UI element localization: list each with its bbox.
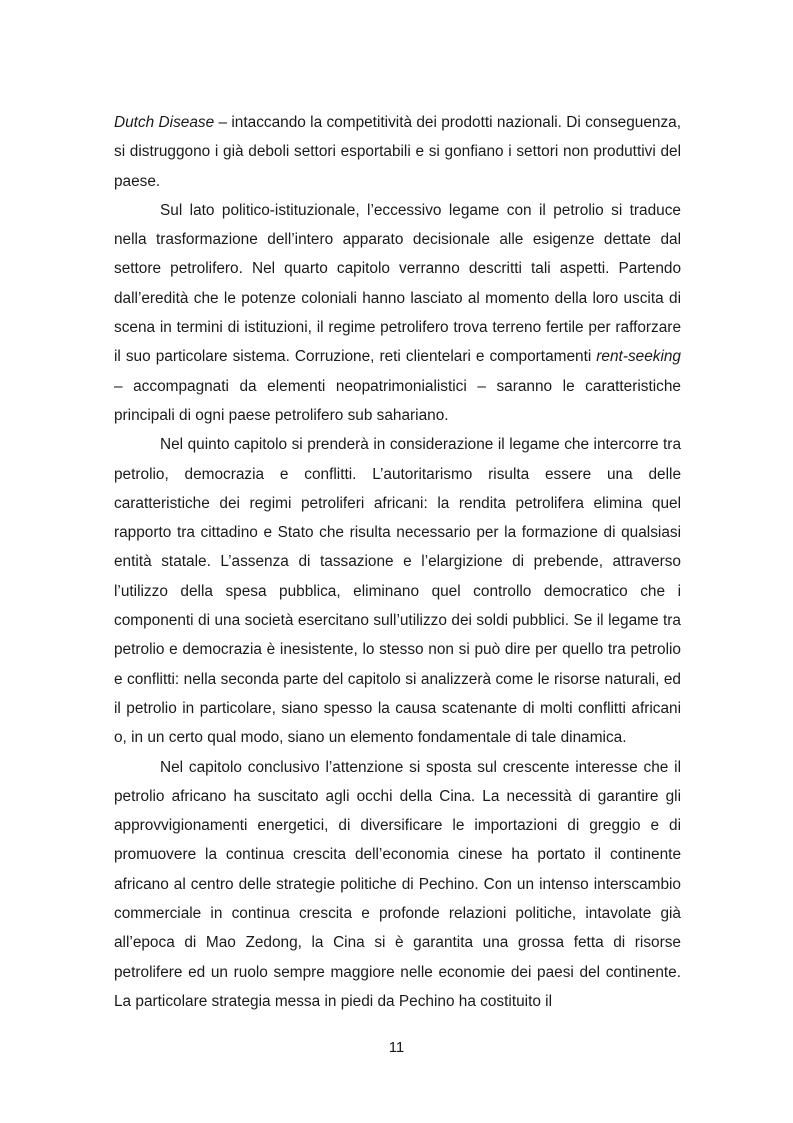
text-run: Nel quinto capitolo si prenderà in considerazione il legame che intercorre tra petrolio, democrazia e conflitti. L’autoritarismo risulta essere una delle caratteristiche dei regimi petroliferi africani: la rendita petrolifera elimina quel rapporto tra cittadino e Stato che risulta necessario per la formazione di qualsiasi entità statale. L’assenza di tassazione e l’elargizione di prebende, attraverso l’utilizzo della spesa pubblica, eliminano quel controllo democratico che i componenti di una società esercitano sull’utilizzo dei soldi pubblici. Se il legame tra petrolio e democrazia è inesistente, lo stesso non si può dire per quello tra petrolio e conflitti: nella seconda parte del capitolo si analizzerà come le risorse naturali, ed il petrolio in particolare, siano spesso la causa scatenante di molti conflitti africani o, in un certo qual modo, siano un elemento fondamentale di tale dinamica. — [114, 436, 681, 747]
text-run: Sul lato politico-istituzionale, l’eccessivo legame con il petrolio si traduce nella trasformazione dell’intero apparato decisionale alle esigenze dettate dal settore petrolifero. Nel quarto capitolo verranno descritti tali aspetti. Partendo dall’eredità che le potenze coloniali hanno lasciato al momento della loro uscita di scena in termini di istituzioni, il regime petrolifero trova terreno fertile per rafforzare il suo particolare sistema. Corruzione, reti clientelari e comportamenti — [114, 201, 681, 366]
text-run: – accompagnati da elementi neopatrimonialistici – saranno le caratteristiche principali di ogni paese petrolifero sub sahariano. — [114, 377, 681, 424]
paragraph — [114, 108, 681, 196]
body-text — [114, 108, 681, 1016]
italic-term: Dutch Disease — [114, 114, 215, 131]
text-run: Nel capitolo conclusivo l’attenzione si sposta sul crescente interesse che il petrolio africano ha suscitato agli occhi della Cina. La necessità di garantire gli approvvigionamenti energetici, di diversificare le importazioni di greggio e di promuovere la continua crescita dell’economia cinese ha portato il continente africano al centro delle strategie politiche di Pechino. Con un intenso interscambio commerciale in continua crescita e profonde relazioni politiche, intavolate già all’epoca di Mao Zedong, la Cina si è garantita una grossa fetta di risorse petrolifere ed un ruolo sempre maggiore nelle economie dei paesi del continente. La particolare strategia messa in piedi da Pechino ha costituito il — [114, 758, 681, 1010]
paragraph — [114, 430, 681, 752]
text-run: – intaccando la competitività dei prodotti nazionali. Di conseguenza, si distruggono i già deboli settori esportabili e si gonfiano i settori non produttivi del paese. — [114, 114, 681, 190]
italic-term: rent-seeking — [596, 348, 681, 366]
paragraph — [114, 753, 681, 1017]
page-number: 11 — [388, 1039, 405, 1056]
paragraph — [114, 196, 681, 430]
